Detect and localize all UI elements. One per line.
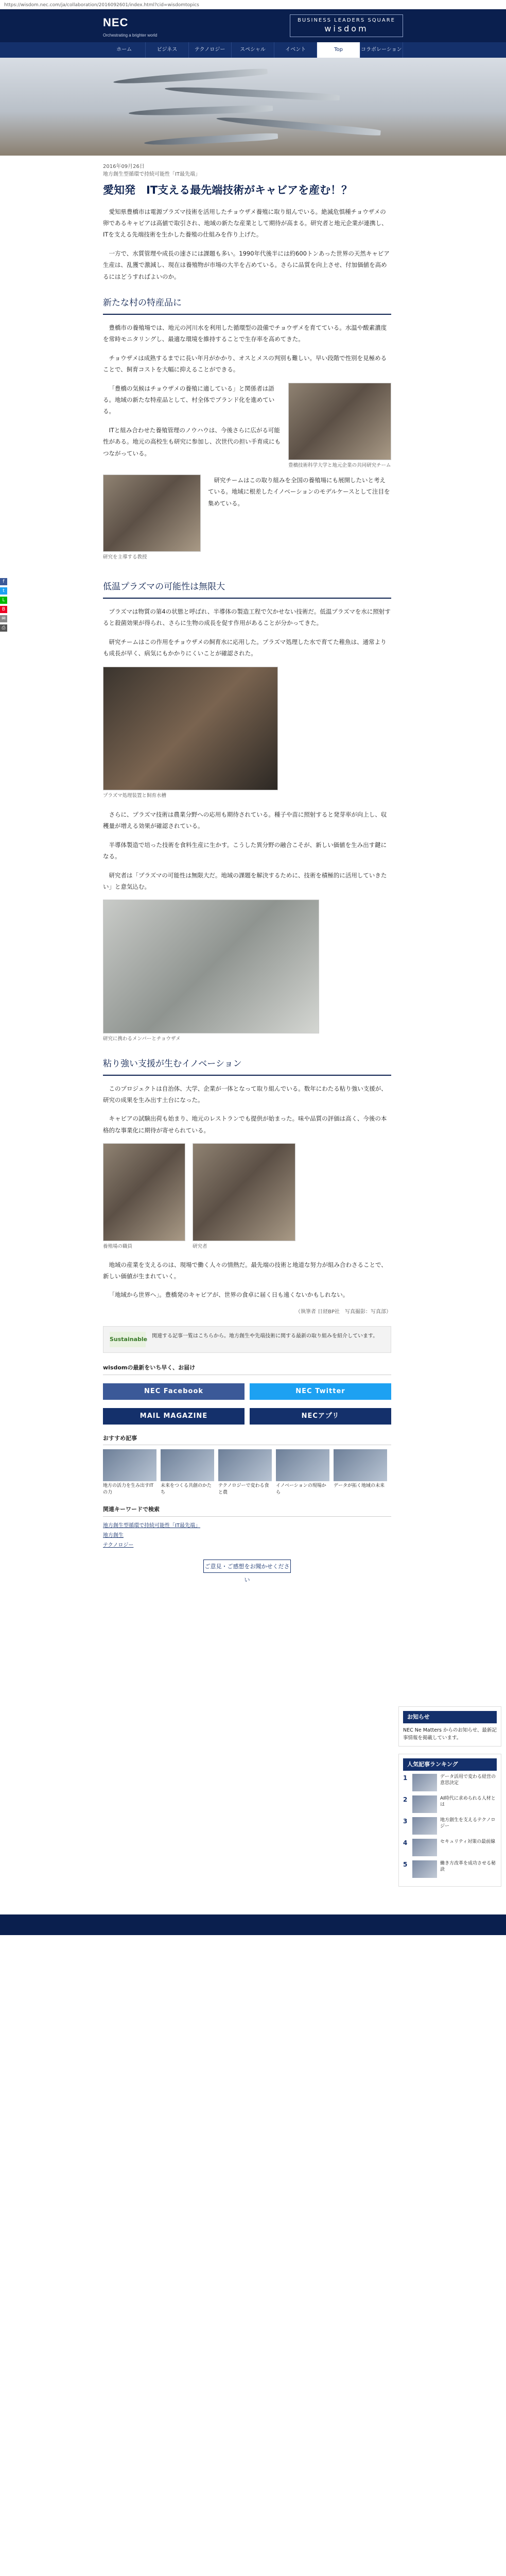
rank-thumbnail [412, 1839, 437, 1856]
professor-photo [103, 474, 201, 552]
staff-photo [103, 1143, 185, 1241]
rank-number: 3 [403, 1817, 408, 1825]
rec-thumbnail [103, 1449, 156, 1481]
feedback-button[interactable]: ご意見・ご感想をお聞かせください [203, 1560, 291, 1573]
article-main [103, 156, 391, 1894]
paragraph: 研究者は「プラズマの可能性は無限大だ。地域の課題を解決するために、技術を積極的に活用していきたい」と意気込む。 [103, 871, 387, 891]
article-date: 2016年09月26日 [103, 164, 145, 170]
tag-list [103, 1521, 391, 1550]
rec-item[interactable] [276, 1449, 329, 1496]
researcher-photo [193, 1143, 295, 1241]
follow-buttons [103, 1383, 391, 1400]
recommendations [103, 1449, 391, 1496]
paragraph: 愛知県豊橋市は電源プラズマ技術を活用したチョウザメ養殖に取り組んでいる。絶滅危惧種チョウザメの卵であるキャビアは高値で取引され、地域の新たな産業として期待が高まる。研究者と地元企業が連携し、ITを支える先端技術を生かした養殖の仕組みを作り上げた。 [103, 208, 388, 239]
info-text: 関連する記事一覧はこちらから。地方創生や先端技術に関する最新の取り組みを紹介しています。 [152, 1333, 378, 1339]
figure [288, 383, 391, 469]
rec-thumbnail [218, 1449, 272, 1481]
paragraph: 研究チームはこの作用をチョウザメの飼育水に応用した。プラズマ処理した水で育てた稚魚は、通常よりも成長が早く、病気にもかかりにくいことが確認された。 [103, 638, 387, 657]
paragraph: プラズマは物質の第4の状態と呼ばれ、半導体の製造工程で欠かせない技術だ。低温プラズマを水に照射すると殺菌効果が得られ、さらに生物の成長を促す作用があることが分かってきた。 [103, 608, 391, 627]
rank-thumbnail [412, 1774, 437, 1791]
figure [103, 1143, 185, 1250]
hero-image [0, 58, 506, 156]
rec-item[interactable] [218, 1449, 272, 1496]
brand-big: wisdom [324, 24, 369, 34]
paragraph: 半導体製造で培った技術を食料生産に生かす。こうした異分野の融合こそが、新しい価値を生み出す鍵になる。 [103, 841, 387, 860]
plasma-device-photo [103, 667, 278, 790]
url-bar: https://wisdom.nec.com/ja/collaboration/2016092601/index.html?cid=wisdomtopics [0, 0, 506, 9]
rank-title: セキュリティ対策の最前線 [440, 1839, 496, 1844]
rank-title: 地方創生を支えるテクノロジー [440, 1817, 496, 1829]
ranking-title: 人気記事ランキング [403, 1758, 497, 1771]
photo-caption: プラズマ処理装置と飼育水槽 [103, 792, 167, 799]
figure [103, 474, 201, 561]
figure [193, 1143, 295, 1250]
facebook-share-icon[interactable]: f [0, 578, 7, 585]
twitter-share-icon[interactable]: t [0, 587, 7, 595]
rec-title: テクノロジーで変わる食と農 [218, 1483, 269, 1495]
sturgeon-shape [165, 85, 340, 101]
footer [0, 1914, 506, 1935]
bookmark-share-icon[interactable]: B [0, 606, 7, 613]
recommendations-title: おすすめ記事 [103, 1434, 391, 1446]
nav-item-business[interactable]: ビジネス [146, 42, 188, 58]
twitter-button[interactable]: NEC Twitter [250, 1383, 391, 1400]
nec-logo[interactable] [103, 13, 157, 39]
section-heading: 粘り強い支援が生むイノベーション [103, 1057, 391, 1076]
rec-thumbnail [334, 1449, 387, 1481]
mail-share-icon[interactable]: ✉ [0, 615, 7, 622]
sturgeon-shape [129, 105, 273, 117]
logo-tagline: Orchestrating a brighter world [103, 32, 158, 38]
paragraph: 研究チームはこの取り組みを全国の養殖場にも展開したいと考えている。地域に根差したイノベーションのモデルケースとして注目を集めている。 [208, 476, 390, 507]
brand-small: BUSINESS LEADERS SQUARE [297, 18, 395, 24]
paragraph: 豊橋市の養殖場では、地元の河川水を利用した循環型の設備でチョウザメを育てている。水温や酸素濃度を常時モニタリングし、最適な環境を維持することで生存率を高めてきた。 [103, 324, 387, 343]
ranking-box [398, 1754, 501, 1887]
ranking-item[interactable] [403, 1839, 497, 1856]
article-series: 地方創生型循環で持続可能性「IT最先端」 [103, 172, 201, 177]
paragraph: さらに、プラズマ技術は農業分野への応用も期待されている。種子や苗に照射すると発芽率が向上し、収穫量が増える効果が確認されている。 [103, 810, 387, 830]
nav-item-special[interactable]: スペシャル [232, 42, 274, 58]
researchers-photo [288, 383, 391, 460]
rec-item[interactable] [334, 1449, 387, 1496]
mail-magazine-button[interactable]: MAIL MAGAZINE [103, 1408, 245, 1425]
article-title: 愛知発 IT支える最先端技術がキャビアを産む！？ [103, 184, 353, 196]
rank-number: 2 [403, 1795, 408, 1803]
nav-item-collaboration[interactable]: コラボレーション [360, 42, 403, 58]
photo-caption: 研究を主導する教授 [103, 554, 147, 560]
notice-box [398, 1706, 501, 1747]
rec-thumbnail [161, 1449, 214, 1481]
rank-thumbnail [412, 1817, 437, 1835]
photo-caption: 豊橋技術科学大学と地元企業の共同研究チーム [288, 462, 391, 468]
share-bar [0, 578, 7, 634]
photo-caption: 研究に携わるメンバーとチョウザメ [103, 1036, 181, 1042]
section-heading: 低温プラズマの可能性は無限大 [103, 580, 391, 599]
paragraph: 「地域から世界へ」。豊橋発のキャビアが、世界の食卓に届く日も遠くないかもしれない。 [109, 1291, 349, 1299]
rank-title: 働き方改革を成功させる秘訣 [440, 1860, 496, 1873]
rec-title: 地方の活力を生み出すITの力 [103, 1483, 154, 1495]
line-share-icon[interactable]: L [0, 597, 7, 604]
rank-title: AI時代に求められる人材とは [440, 1795, 496, 1808]
photo-caption: 養殖場の職員 [103, 1244, 133, 1250]
nav-item-home[interactable]: ホーム [103, 42, 146, 58]
tag-link[interactable]: 地方創生型循環で持続可能性「IT最先端」 [103, 1523, 201, 1529]
rank-title: データ活用で変わる経営の意思決定 [440, 1774, 496, 1786]
sturgeon-shape [113, 68, 268, 86]
rank-thumbnail [412, 1860, 437, 1878]
ranking-item[interactable] [403, 1795, 497, 1813]
paragraph: キャビアの試験出荷も始まり、地元のレストランでも提供が始まった。味や品質の評価は高く、今後の本格的な事業化に期待が寄せられている。 [103, 1115, 387, 1134]
main-nav [0, 42, 506, 58]
tag-link[interactable]: テクノロジー [103, 1543, 134, 1549]
rec-title: イノベーションの現場から [276, 1483, 326, 1495]
sustainable-logo: Sustainable [110, 1332, 146, 1347]
logo-text: NEC [103, 15, 129, 29]
notice-text: NEC Ne Matters からのお知らせ、最新記事情報を掲載しています。 [403, 1727, 497, 1741]
section-heading: 新たな村の特産品に [103, 296, 391, 315]
masthead [0, 9, 506, 42]
team-photo [103, 900, 319, 1033]
ranking-item[interactable] [403, 1774, 497, 1791]
rec-title: 未来をつくる共創のかたち [161, 1483, 212, 1495]
sidebar [398, 156, 501, 1894]
rank-number: 5 [403, 1860, 408, 1868]
paragraph: チョウザメは成熟するまでに長い年月がかかり、オスとメスの判別も難しい。早い段階で性別を見極めることで、飼育コストを大幅に抑えることができる。 [103, 354, 387, 374]
sturgeon-shape [216, 115, 381, 137]
ranking-item[interactable] [403, 1817, 497, 1835]
rec-thumbnail [276, 1449, 329, 1481]
related-info-box [103, 1326, 391, 1353]
rec-item[interactable] [161, 1449, 214, 1496]
rank-number: 1 [403, 1774, 408, 1782]
notice-title: お知らせ [403, 1711, 497, 1723]
sturgeon-shape [144, 132, 278, 147]
nav-item-top[interactable]: Top [317, 42, 360, 58]
follow-title: wisdomの最新をいち早く、お届け [103, 1363, 391, 1375]
credit: （執筆者 日経BP社 写真撮影：写真部） [295, 1309, 391, 1315]
tag-link[interactable]: 地方創生 [103, 1533, 124, 1539]
paragraph: 「豊橋の気候はチョウザメの養殖に適している」と関係者は語る。地域の新たな特産品として、村全体でブランド化を進めている。 [103, 384, 275, 415]
rec-item[interactable] [103, 1449, 156, 1496]
paragraph: 地域の産業を支えるのは、現場で働く人々の情熱だ。最先端の技術と地道な努力が組み合わさることで、新しい価値が生まれていく。 [103, 1261, 387, 1280]
rank-number: 4 [403, 1839, 408, 1846]
nav-item-technology[interactable]: テクノロジー [189, 42, 232, 58]
print-share-icon[interactable]: ⎙ [0, 624, 7, 632]
figure [103, 667, 278, 800]
rank-thumbnail [412, 1795, 437, 1813]
follow-buttons [103, 1408, 391, 1425]
wisdom-brand[interactable] [290, 14, 403, 37]
nav-item-event[interactable]: イベント [274, 42, 317, 58]
ranking-item[interactable] [403, 1860, 497, 1878]
paragraph: このプロジェクトは自治体、大学、企業が一体となって取り組んでいる。数年にわたる粘り強い支援が、研究の成果を生み出す土台になった。 [103, 1084, 387, 1104]
paragraph: ITと組み合わせた養殖管理のノウハウは、今後さらに広がる可能性がある。地元の高校生も研究に参加し、次世代の担い手育成にもつながっている。 [103, 426, 281, 457]
rec-title: データが拓く地域の未来 [334, 1483, 385, 1489]
photo-caption: 研究者 [193, 1244, 207, 1250]
facebook-button[interactable]: NEC Facebook [103, 1383, 245, 1400]
nec-app-button[interactable]: NECアプリ [250, 1408, 391, 1425]
tags-title: 関連キーワードで検索 [103, 1505, 391, 1517]
figure [103, 900, 319, 1043]
paragraph: 一方で、水質管理や成長の速さには課題も多い。1990年代後半には約600トンあった世界の天然キャビア生産は、乱獲で激減し、現在は養殖物が市場の大半を占めている。さらに品質を向上させ、付加価値を高めるにはどうすればよいのか。 [103, 249, 390, 280]
photo-row [103, 1143, 391, 1250]
